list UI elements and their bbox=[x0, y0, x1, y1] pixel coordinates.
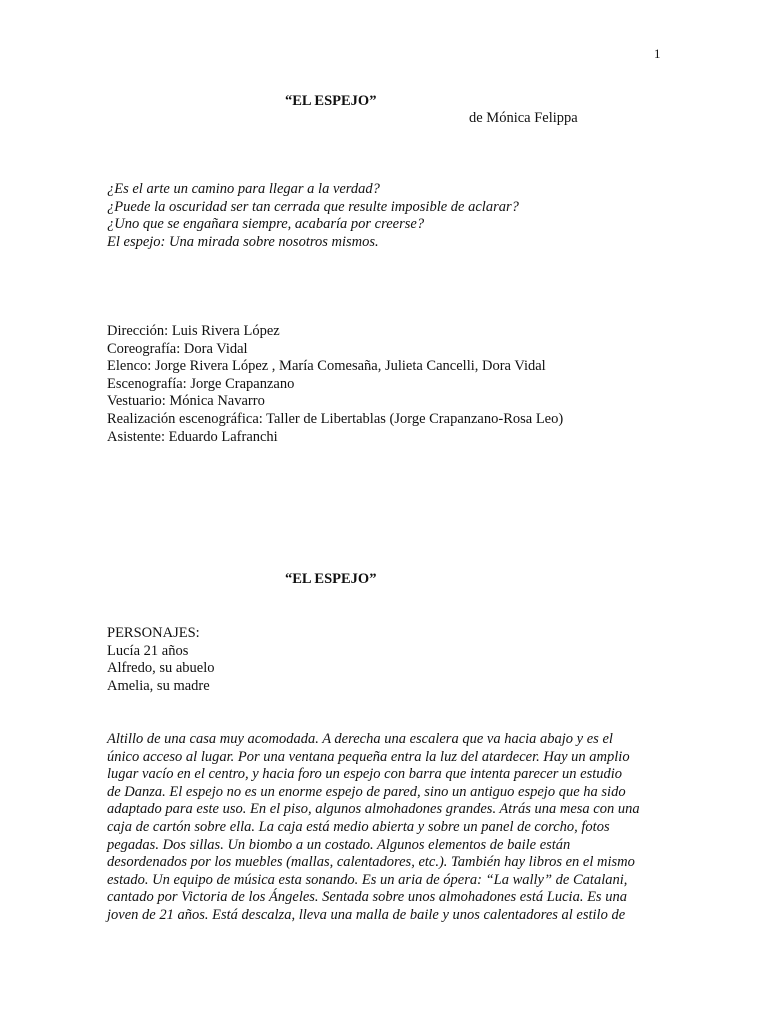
question-line: El espejo: Una mirada sobre nosotros mismos. bbox=[107, 233, 379, 250]
credit-line: Dirección: Luis Rivera López bbox=[107, 323, 280, 339]
section-title: “EL ESPEJO” bbox=[285, 571, 377, 587]
credit-line: Vestuario: Mónica Navarro bbox=[107, 393, 265, 410]
question-line: ¿Es el arte un camino para llegar a la verdad? bbox=[107, 181, 380, 197]
character-line: Alfredo, su abuelo bbox=[107, 660, 215, 677]
description-line: Altillo de una casa muy acomodada. A derecha una escalera que va hacia abajo y es el bbox=[107, 731, 613, 747]
description-line: de Danza. El espejo no es un enorme espejo de pared, sino un antiguo espejo que ha sido bbox=[107, 783, 626, 800]
page-number: 1 bbox=[654, 46, 661, 61]
description-line: estado. Un equipo de música esta sonando. Es un aria de ópera: “La wally” de Catalani, bbox=[107, 871, 628, 888]
credit-line: Escenografía: Jorge Crapanzano bbox=[107, 375, 295, 392]
credit-line: Realización escenográfica: Taller de Libertablas (Jorge Crapanzano-Rosa Leo) bbox=[107, 410, 564, 427]
description-line: único acceso al lugar. Por una ventana pequeña entra la luz del atardecer. Hay un amplio bbox=[107, 748, 630, 765]
question-line: ¿Puede la oscuridad ser tan cerrada que resulte imposible de aclarar? bbox=[107, 198, 519, 215]
characters-list bbox=[107, 625, 215, 695]
description-line: caja de cartón sobre ella. La caja está medio abierta y sobre un panel de corcho, fotos bbox=[107, 818, 610, 835]
character-line: Lucía 21 años bbox=[107, 642, 189, 659]
description-line: cantado por Victoria de los Ángeles. Sentada sobre unos almohadones está Lucia. Es una bbox=[107, 889, 627, 906]
description-line: desordenados por los muebles (mallas, calentadores, etc.). También hay libros en el mismo bbox=[107, 854, 635, 871]
question-line: ¿Uno que se engañara siempre, acabaría por creerse? bbox=[107, 216, 425, 233]
credit-line: Asistente: Eduardo Lafranchi bbox=[107, 428, 278, 445]
author-line: de Mónica Felippa bbox=[469, 110, 578, 126]
credit-line: Coreografía: Dora Vidal bbox=[107, 340, 248, 357]
epigraph-questions bbox=[107, 181, 519, 251]
description-line: lugar vacío en el centro, y hacia foro un espejo con barra que intenta parecer un estudio bbox=[107, 766, 623, 783]
characters-heading: PERSONAJES: bbox=[107, 625, 200, 641]
play-title: “EL ESPEJO” bbox=[285, 93, 377, 109]
credit-line: Elenco: Jorge Rivera López , María Comesaña, Julieta Cancelli, Dora Vidal bbox=[107, 358, 546, 375]
stage-description bbox=[107, 731, 667, 925]
credits-list bbox=[107, 323, 563, 446]
description-line: pegadas. Dos sillas. Un biombo a un costado. Algunos elementos de baile están bbox=[107, 836, 571, 853]
description-line: joven de 21 años. Está descalza, lleva una malla de baile y unos calentadores al estilo de bbox=[107, 906, 626, 923]
character-line: Amelia, su madre bbox=[107, 677, 210, 694]
description-line: adaptado para este uso. En el piso, algunos almohadones grandes. Atrás una mesa con una bbox=[107, 801, 640, 818]
